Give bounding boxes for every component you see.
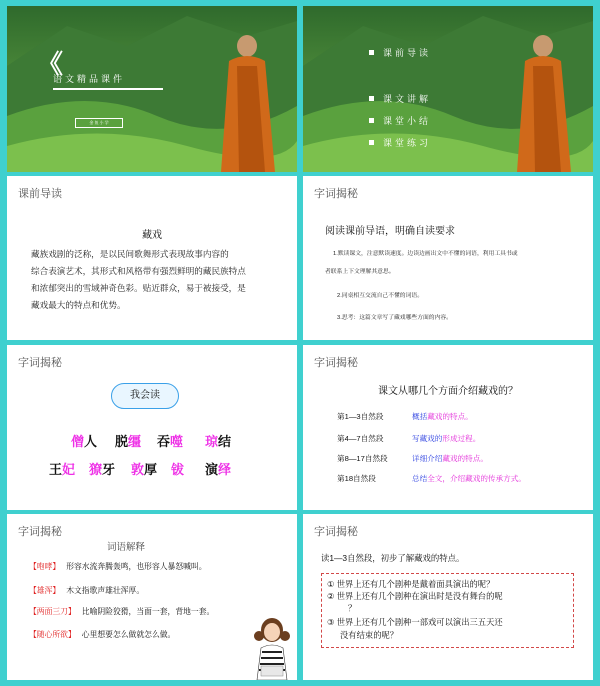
quote-mark: 《 (37, 49, 64, 79)
menu-item-practice[interactable]: 课堂练习 (369, 136, 431, 149)
slide-corner-label: 字词揭秘 (314, 357, 358, 369)
bullet-icon (369, 118, 374, 123)
vocab-entry: 【随心所欲】 心里想要怎么做就怎么做。 (29, 630, 176, 639)
question-line: 没有结束的呢？ (340, 630, 399, 640)
slide-heading: 藏戏 (142, 230, 162, 241)
paragraph-range: 第18自然段 (337, 474, 376, 483)
section-summary: 概括藏戏的特点。 (412, 412, 473, 421)
vocab-entry: 【两面三刀】 比喻阴险狡猾，当面一套，背地一套。 (29, 607, 215, 616)
requirement-item: 1.默读课文，注意默读速度。边读边画出文中不懂的词语，利用工具书或 (333, 251, 518, 257)
slide-vocabulary[interactable] (7, 514, 297, 680)
paragraph-range: 第4—7自然段 (337, 434, 384, 443)
slide-reading-requirements[interactable] (303, 176, 593, 340)
paragraph-range: 第1—3自然段 (337, 412, 384, 421)
paragraph-line: 藏戏最大的特点和优势。 (31, 300, 126, 310)
slide-read-words[interactable] (7, 345, 297, 510)
requirement-item: 3.思考：这篇文章写了藏戏哪些方面的内容。 (337, 315, 452, 321)
word: 吞噬 (157, 434, 184, 449)
bullet-icon (369, 50, 374, 55)
word: 琼结 (205, 434, 232, 449)
girl-reading-image (247, 614, 297, 680)
bullet-icon (369, 96, 374, 101)
cover-title: 语文精品课件 (53, 74, 126, 84)
word: 脱缰 (115, 434, 142, 449)
vocab-entry: 【咆哮】 形容水流奔腾轰鸣，也形容人暴怒喊叫。 (29, 562, 207, 571)
word: 王妃 (49, 462, 76, 477)
slide-structure[interactable] (303, 345, 593, 510)
slide-corner-label: 课前导读 (18, 188, 62, 200)
slide-corner-label: 字词揭秘 (18, 357, 62, 369)
cloud-label: 我会读 (111, 383, 179, 409)
paragraph-range: 第8—17自然段 (337, 454, 388, 463)
title-underline (53, 88, 163, 90)
slide-heading: 课文从哪几个方面介绍藏戏的？ (378, 386, 518, 397)
paragraph-line: 藏族戏剧的泛称，是以民间歌舞形式表现故事内容的 (31, 249, 229, 259)
paragraph-line: 和浓郁突出的雪域神奇色彩。贴近群众，易于被接受，是 (31, 283, 246, 293)
slide-questions[interactable] (303, 514, 593, 680)
word: 僧人 (71, 434, 98, 449)
question-line: ① 世界上还有几个剧种是戴着面具演出的呢？ (327, 579, 495, 589)
menu-item-summary[interactable]: 课堂小结 (369, 114, 431, 127)
slide-preview[interactable] (7, 176, 297, 340)
cover-tag: 金 鱼 小 学 (75, 118, 123, 128)
question-line: ？ (348, 603, 357, 613)
bullet-icon (369, 140, 374, 145)
slide-subtitle: 词语解释 (107, 542, 146, 553)
requirement-item: 2.同桌相互交流自己不懂的词语。 (337, 293, 423, 299)
intro-paragraph (31, 246, 273, 314)
slide-heading: 阅读课前导语，明确自读要求 (325, 226, 455, 237)
vocab-entry: 【雄浑】 木文指歌声雄壮浑厚。 (29, 586, 145, 595)
slide-instruction: 读1—3自然段，初步了解藏戏的特点。 (321, 553, 465, 563)
word: 演绎 (205, 462, 232, 477)
mountain-scene-image (303, 6, 593, 172)
slide-cover[interactable] (7, 6, 297, 172)
menu-item-preview[interactable]: 课前导读 (369, 46, 431, 59)
question-line: ② 世界上还有几个剧种在演出时是没有舞台的呢 (327, 591, 503, 601)
requirement-item: 者联系上下文理解其意思。 (325, 269, 395, 275)
section-summary: 详细介绍藏戏的特点。 (412, 454, 488, 463)
slide-corner-label: 字词揭秘 (18, 526, 62, 538)
menu-item-lesson[interactable]: 课文讲解 (369, 92, 431, 105)
slide-corner-label: 字词揭秘 (314, 526, 358, 538)
word: 敦厚 (131, 462, 158, 477)
word: 钹 (171, 462, 185, 477)
question-box (321, 573, 574, 648)
question-line: ③ 世界上还有几个剧种一部戏可以演出三五天还 (327, 617, 503, 627)
slide-menu[interactable] (303, 6, 593, 172)
word: 獠牙 (89, 462, 116, 477)
section-summary: 写藏戏的形成过程。 (412, 434, 481, 443)
slide-corner-label: 字词揭秘 (314, 188, 358, 200)
section-summary: 总结全文，介绍藏戏的传承方式。 (412, 474, 526, 483)
paragraph-line: 综合表演艺术，其形式和风格带有强烈鲜明的藏民族特点 (31, 266, 246, 276)
